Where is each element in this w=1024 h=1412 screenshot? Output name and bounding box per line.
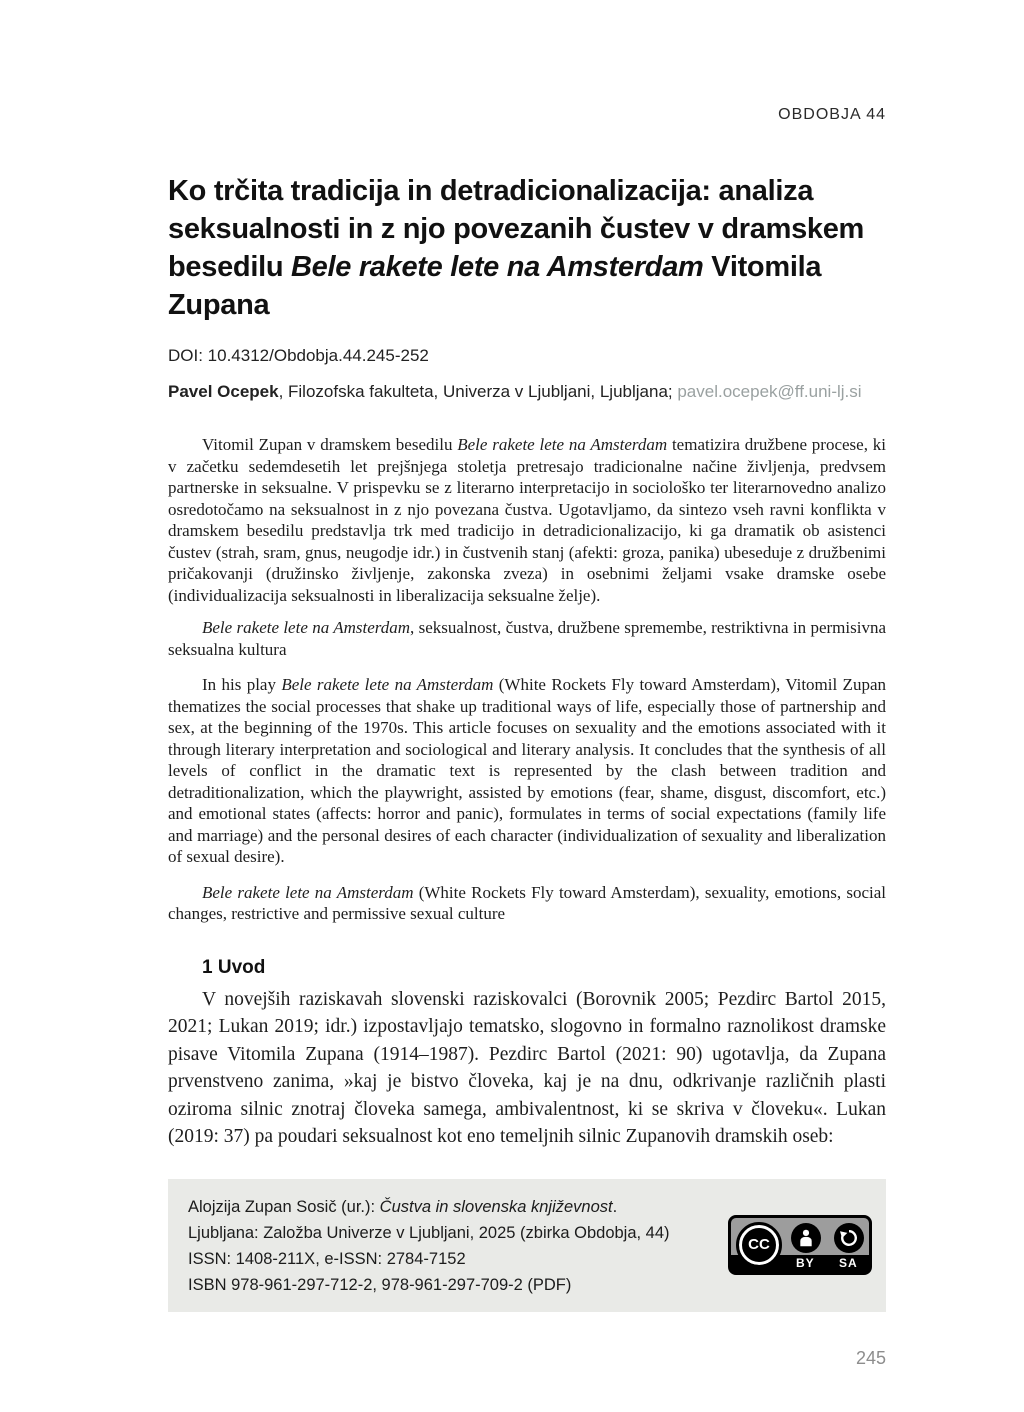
page-title: Ko trčita tradicija in detradicionalizacija: analiza seksualnosti in z njo povezanih čustev v dramskem besedilu Bele rakete lete na Amsterdam Vitomila Zupana <box>168 175 865 321</box>
doi-line: DOI: 10.4312/Obdobja.44.245-252 <box>168 346 429 365</box>
colophon-issn-line: ISSN: 1408-211X, e-ISSN: 2784-7152 <box>188 1249 466 1268</box>
author-line: Pavel Ocepek, Filozofska fakulteta, Univerza v Ljubljani, Ljubljana; pavel.ocepek@ff.uni-lj.si <box>168 382 862 401</box>
page-number: 245 <box>855 1347 886 1368</box>
colophon-editor-line: Alojzija Zupan Sosič (ur.): Čustva in slovenska književnost. <box>188 1197 618 1216</box>
cc-share-alike-arrow-icon <box>834 1223 864 1253</box>
cc-by-label: BY <box>796 1255 815 1270</box>
cc-by-sa-license-badge[interactable] <box>728 1215 872 1275</box>
colophon-box <box>168 1179 886 1312</box>
keywords-slovenian: Bele rakete lete na Amsterdam, seksualnost, čustva, družbene spremembe, restriktivna in permisivna seksualna kultura <box>168 618 886 659</box>
abstract-english: In his play Bele rakete lete na Amsterdam (White Rockets Fly toward Amsterdam), Vitomil Zupan thematizes the social processes that shake up traditional ways of life, especially those of partnership and sex, at the beginning of the 1970s. This article focuses on sexuality and the emotions associated with it through literary interpretation and sociological and literary analysis. It concludes that the synthesis of all levels of conflict in the dramatic text is represented by the clash between tradition and detraditionalization, which the playwright, assisted by emotions (fear, shame, disgust, discomfort, etc.) and emotional states (affects: horror and panic), formulates in terms of social expectations (family life and marriage) and the personal desires of each character (individualization of sexuality and liberalization of sexual desire). <box>168 675 886 866</box>
cc-logo-icon: CC <box>739 1225 779 1265</box>
colophon-isbn-line: ISBN 978-961-297-712-2, 978-961-297-709-2 (PDF) <box>188 1275 572 1294</box>
cc-sa-label: SA <box>839 1255 858 1270</box>
abstract-slovenian: Vitomil Zupan v dramskem besedilu Bele rakete lete na Amsterdam tematizira družbene procese, ki v začetku sedemdesetih let prejšnjega stoletja pretresajo tradicionalne načine življenja, predvsem partnerske in seksualne. V prispevku se z literarno interpretacijo in sociološko ter literarnovedno analizo osredotočamo na seksualnost in z njo povezana čustva. Ugotavljamo, da sintezo vseh ravni konflikta v dramskem besedilu predstavlja trk med tradicijo in detradicionalizacijo, ki ga dramatik ob asistenci čustev (strah, sram, gnus, neugodje idr.) in čustvenih stanj (afekti: groza, panika) ubeseduje z družbenimi pričakovanji (družinsko življenje, zakonska zveza) in osebnimi željami vsake dramske osebe (individualizacija seksualnosti in liberalizacija seksualne želje). <box>168 435 886 605</box>
cc-attribution-person-icon <box>791 1223 821 1253</box>
journal-header: OBDOBJA 44 <box>778 106 886 123</box>
keywords-english: Bele rakete lete na Amsterdam (White Rockets Fly toward Amsterdam), sexuality, emotions, social changes, restrictive and permissive sexual culture <box>168 882 886 923</box>
colophon-publisher-line: Ljubljana: Založba Univerze v Ljubljani, 2025 (zbirka Obdobja, 44) <box>188 1223 670 1242</box>
body-paragraph: V novejših raziskavah slovenski raziskovalci (Borovnik 2005; Pezdirc Bartol 2015, 2021; Lukan 2019; idr.) izpostavljajo tematsko, slogovno in formalno raznolikost dramske pisave Vitomila Zupana (1914–1987). Pezdirc Bartol (2021: 90) ugotavlja, da Zupana prvenstveno zanima, »kaj je bistvo človeka, kaj je na dnu, odkrivanje različnih plasti oziroma silnic znotraj človeka samega, ambivalentnost, ki se skriva v človeku«. Lukan (2019: 37) pa poudari seksualnost kot eno temeljnih silnic Zupanovih dramskih oseb: <box>168 988 886 1147</box>
section-heading-uvod: 1 Uvod <box>202 956 266 978</box>
